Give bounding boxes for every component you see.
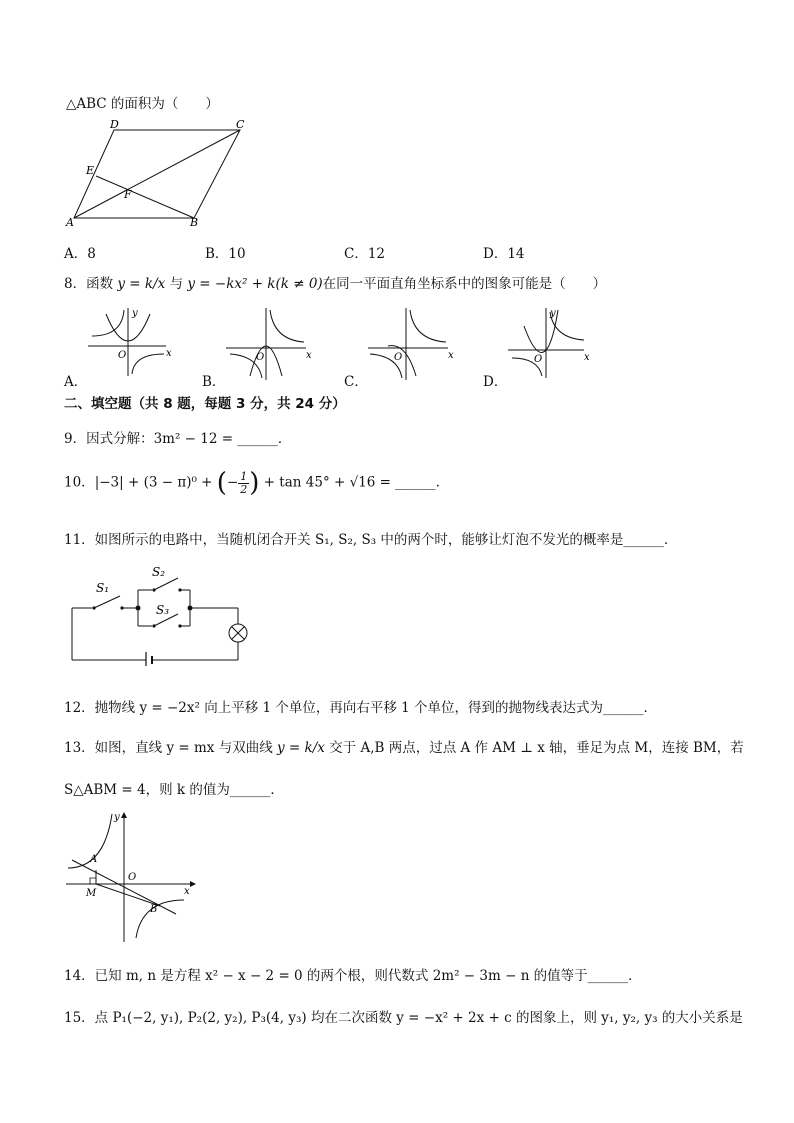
q9-text: 9．因式分解：3m² − 12 = ______． (64, 431, 292, 447)
section-2-title: 二、填空题（共 8 题，每题 3 分，共 24 分） (64, 396, 346, 412)
q12-text: 12．抛物线 y = −2x² 向上平移 1 个单位，再向右平移 1 个单位，得到的抛物线表达式为______． (64, 700, 658, 716)
q8-text-c: 在同一平面直角坐标系中的图象可能是（ ） (322, 276, 607, 292)
q7-label-c: C (236, 118, 245, 131)
q15-text: 15．点 P₁(−2, y₁), P₂(2, y₂), P₃(4, y₃) 均在二次函数 y = −x² + 2x + c 的图象上，则 y₁, y₂, y₃ 的大小关系是 (64, 1010, 743, 1026)
q10-frac-num: 1 (240, 469, 248, 483)
q11-s3-label: S₃ (156, 603, 170, 617)
q8-option-b[interactable]: B． (202, 374, 226, 390)
q8-option-c[interactable]: C． (344, 374, 368, 390)
q13-label-y: y (114, 812, 120, 823)
q7-label-d: D (110, 118, 119, 131)
q13-frac: y = k/x (277, 740, 325, 756)
q8-text-a: 函数 (86, 276, 114, 292)
q10-number: 10． (64, 474, 95, 491)
q13-label-a: A (90, 854, 98, 865)
q8-func1: y = k/x (117, 276, 166, 292)
q8c-o: O (394, 352, 403, 363)
q7-parallelogram-figure (62, 118, 252, 230)
q13-line2: S△ABM = 4，则 k 的值为______． (64, 782, 284, 798)
q7-label-b: B (190, 216, 199, 229)
q8b-o: O (256, 352, 265, 363)
q7-label-a: A (66, 216, 74, 229)
q8d-x: x (584, 352, 590, 363)
q8-graph-b[interactable] (224, 306, 316, 382)
q8-func2: y = −kx² + k(k ≠ 0) (187, 276, 323, 292)
q8-stem (64, 272, 606, 292)
q11-s2-label: S₂ (152, 565, 166, 579)
q7-stem-end: △ABC 的面积为（ ） (66, 96, 219, 112)
q11-s1-label: S₁ (96, 581, 110, 595)
q11-circuit-figure (66, 560, 256, 666)
q8a-y: y (132, 308, 138, 319)
q8-graph-c[interactable] (366, 306, 458, 382)
q8-option-a[interactable]: A． (64, 374, 88, 390)
q7-option-a[interactable]: A．8 (64, 246, 96, 262)
q7-option-c[interactable]: C．12 (344, 246, 386, 262)
q13-label-o: O (128, 872, 137, 883)
q8-number: 8． (64, 276, 87, 292)
q14-text: 14．已知 m, n 是方程 x² − x − 2 = 0 的两个根，则代数式 2m² − 3m − n 的值等于______． (64, 968, 642, 984)
q8a-x: x (166, 348, 172, 359)
q13-line1-a: 13．如图，直线 y = mx 与双曲线 (64, 740, 273, 756)
q8-graph-a[interactable] (88, 306, 172, 378)
q13-label-b: B (150, 904, 158, 915)
q7-label-e: E (86, 164, 95, 177)
q13-label-x: x (184, 886, 190, 897)
q13-label-m: M (86, 888, 97, 899)
q10-expr-b: + tan 45° + √16 = ______． (263, 474, 450, 491)
q7-label-f: F (124, 188, 132, 201)
q8-graph-d[interactable] (506, 306, 594, 380)
q13-figure (64, 810, 198, 944)
q8b-x: x (306, 350, 312, 361)
q13-line1-b: 交于 A,B 两点，过点 A 作 AM ⊥ x 轴，垂足为点 M，连接 BM，若 (329, 740, 744, 756)
q10-line: 10．|−3| + (3 − π)⁰ + (− $\frac{1}{2}$ ) + tan 45° + √16 = ______． (64, 468, 450, 498)
q8-text-b: 与 (169, 276, 184, 292)
q7-option-d[interactable]: D．14 (483, 246, 525, 262)
q10-expr-a: |−3| + (3 − π)⁰ + (94, 474, 213, 491)
q8-option-d[interactable]: D． (483, 374, 508, 390)
q8d-o: O (534, 354, 543, 365)
q11-text: 11．如图所示的电路中，当随机闭合开关 S₁, S₂, S₃ 中的两个时，能够让灯泡不发光的概率是______． (64, 532, 678, 548)
q8d-y: y (550, 308, 556, 319)
q8c-x: x (448, 350, 454, 361)
q13-line1 (64, 736, 744, 756)
q7-option-b[interactable]: B．10 (205, 246, 246, 262)
q8a-o: O (118, 350, 127, 361)
q10-frac-den: 2 (240, 482, 248, 496)
